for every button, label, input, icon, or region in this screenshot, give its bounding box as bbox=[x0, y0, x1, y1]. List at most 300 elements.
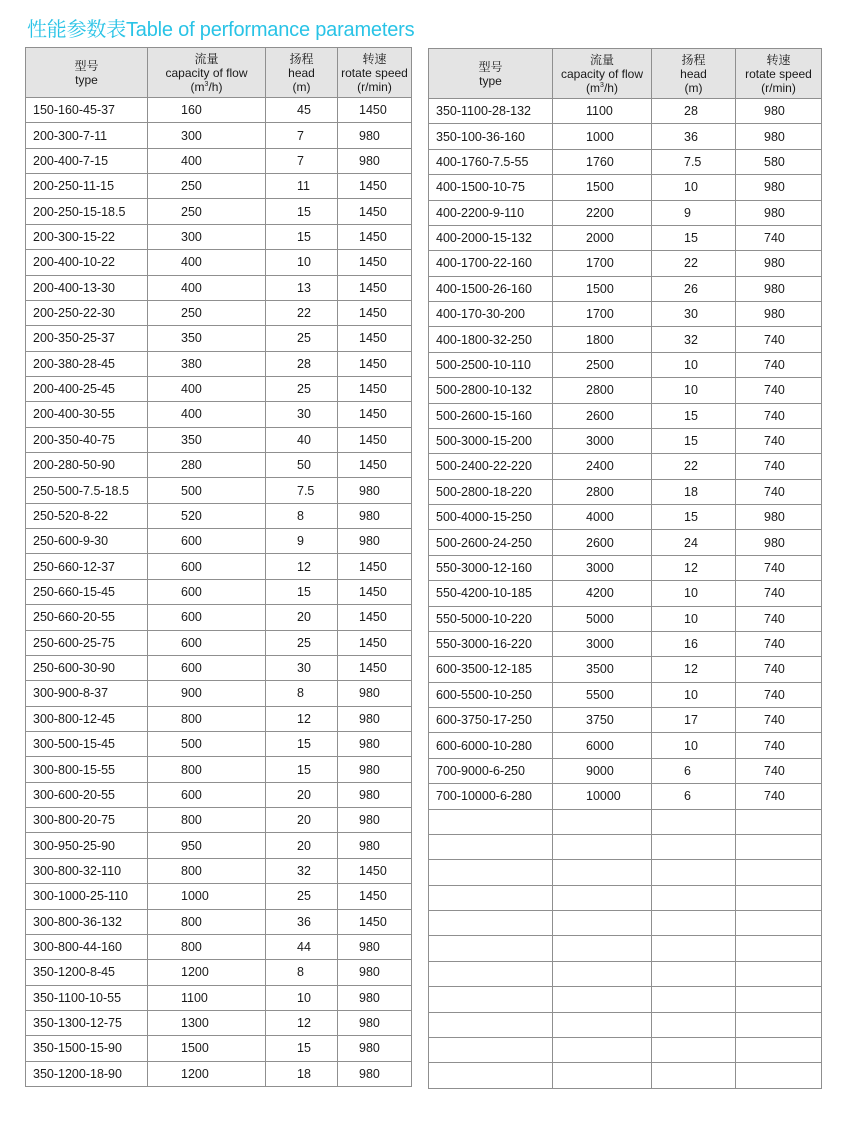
table-row bbox=[429, 631, 822, 656]
flow-cell: 400 bbox=[148, 275, 266, 300]
type-cell: 350-1100-10-55 bbox=[26, 985, 148, 1010]
head-cell: 25 bbox=[266, 884, 338, 909]
table-row bbox=[26, 427, 412, 452]
speed-cell: 1450 bbox=[338, 250, 412, 275]
head-cell: 32 bbox=[266, 858, 338, 883]
table-row bbox=[26, 275, 412, 300]
speed-cell: 980 bbox=[736, 276, 822, 301]
head-cell: 10 bbox=[652, 352, 736, 377]
flow-cell: 4000 bbox=[553, 505, 652, 530]
head-cell: 10 bbox=[652, 606, 736, 631]
table-row bbox=[429, 1037, 822, 1062]
head-cell: 7.5 bbox=[652, 149, 736, 174]
table-row bbox=[429, 657, 822, 682]
head-cell bbox=[652, 961, 736, 986]
head-cell: 25 bbox=[266, 326, 338, 351]
table-row bbox=[429, 581, 822, 606]
head-header-en: head bbox=[680, 66, 707, 81]
flow-cell: 800 bbox=[148, 858, 266, 883]
type-cell: 550-3000-16-220 bbox=[429, 631, 553, 656]
type-cell bbox=[429, 961, 553, 986]
flow-cell bbox=[553, 961, 652, 986]
head-header-cn: 扬程 bbox=[681, 52, 706, 67]
flow-cell: 3500 bbox=[553, 657, 652, 682]
flow-cell: 1300 bbox=[148, 1010, 266, 1035]
speed-cell: 1450 bbox=[338, 174, 412, 199]
table-row bbox=[429, 758, 822, 783]
type-cell: 200-280-50-90 bbox=[26, 453, 148, 478]
speed-cell: 980 bbox=[736, 175, 822, 200]
table-row bbox=[26, 630, 412, 655]
head-cell: 26 bbox=[652, 276, 736, 301]
speed-cell: 740 bbox=[736, 581, 822, 606]
flow-cell: 1200 bbox=[148, 960, 266, 985]
flow-cell: 3750 bbox=[553, 708, 652, 733]
type-cell: 300-800-36-132 bbox=[26, 909, 148, 934]
table-row bbox=[429, 530, 822, 555]
type-cell: 200-400-30-55 bbox=[26, 402, 148, 427]
speed-header bbox=[736, 49, 822, 99]
head-cell: 12 bbox=[266, 1010, 338, 1035]
head-cell bbox=[652, 987, 736, 1012]
type-cell: 250-660-15-45 bbox=[26, 579, 148, 604]
flow-cell: 380 bbox=[148, 351, 266, 376]
type-cell: 200-400-25-45 bbox=[26, 376, 148, 401]
table-row bbox=[26, 199, 412, 224]
speed-cell: 580 bbox=[736, 149, 822, 174]
speed-cell bbox=[736, 911, 822, 936]
table-row bbox=[26, 1061, 412, 1086]
flow-cell: 250 bbox=[148, 174, 266, 199]
flow-cell bbox=[553, 834, 652, 859]
head-cell: 36 bbox=[652, 124, 736, 149]
type-cell: 200-350-40-75 bbox=[26, 427, 148, 452]
head-cell: 22 bbox=[652, 251, 736, 276]
type-cell: 400-1700-22-160 bbox=[429, 251, 553, 276]
head-cell: 30 bbox=[266, 655, 338, 680]
head-cell: 30 bbox=[266, 402, 338, 427]
type-cell bbox=[429, 834, 553, 859]
flow-cell bbox=[553, 987, 652, 1012]
type-cell: 400-2000-15-132 bbox=[429, 225, 553, 250]
type-cell: 500-2500-10-110 bbox=[429, 352, 553, 377]
table-row bbox=[26, 326, 412, 351]
speed-cell: 740 bbox=[736, 555, 822, 580]
table-row bbox=[26, 985, 412, 1010]
flow-cell: 1000 bbox=[148, 884, 266, 909]
flow-cell: 1500 bbox=[148, 1036, 266, 1061]
flow-cell: 800 bbox=[148, 909, 266, 934]
flow-header-en: capacity of flow bbox=[165, 65, 248, 80]
flow-header-cn: 流量 bbox=[194, 51, 219, 66]
flow-cell: 1500 bbox=[553, 175, 652, 200]
speed-cell bbox=[736, 936, 822, 961]
flow-cell: 2500 bbox=[553, 352, 652, 377]
flow-cell: 160 bbox=[148, 98, 266, 123]
table-row bbox=[26, 478, 412, 503]
speed-cell: 980 bbox=[338, 782, 412, 807]
type-cell: 500-2800-18-220 bbox=[429, 479, 553, 504]
head-cell: 10 bbox=[652, 581, 736, 606]
flow-cell: 400 bbox=[148, 148, 266, 173]
head-cell: 24 bbox=[652, 530, 736, 555]
speed-cell: 980 bbox=[736, 505, 822, 530]
speed-cell: 980 bbox=[338, 1010, 412, 1035]
type-cell: 400-1500-10-75 bbox=[429, 175, 553, 200]
type-cell: 600-3750-17-250 bbox=[429, 708, 553, 733]
speed-cell: 980 bbox=[338, 934, 412, 959]
type-cell: 300-950-25-90 bbox=[26, 833, 148, 858]
type-cell: 500-2800-10-132 bbox=[429, 378, 553, 403]
head-cell: 15 bbox=[652, 225, 736, 250]
type-cell: 300-600-20-55 bbox=[26, 782, 148, 807]
table-row bbox=[26, 934, 412, 959]
flow-cell bbox=[553, 1012, 652, 1037]
table-row bbox=[26, 300, 412, 325]
type-cell: 300-800-32-110 bbox=[26, 858, 148, 883]
speed-cell: 980 bbox=[736, 302, 822, 327]
type-cell: 300-500-15-45 bbox=[26, 731, 148, 756]
type-cell: 250-600-30-90 bbox=[26, 655, 148, 680]
speed-header-unit: (r/min) bbox=[761, 80, 796, 95]
head-cell: 8 bbox=[266, 503, 338, 528]
type-cell: 300-800-12-45 bbox=[26, 706, 148, 731]
speed-cell: 980 bbox=[338, 706, 412, 731]
type-cell: 200-250-11-15 bbox=[26, 174, 148, 199]
type-header bbox=[26, 48, 148, 98]
speed-cell: 980 bbox=[736, 200, 822, 225]
type-cell: 550-5000-10-220 bbox=[429, 606, 553, 631]
type-cell: 150-160-45-37 bbox=[26, 98, 148, 123]
type-cell: 300-800-15-55 bbox=[26, 757, 148, 782]
table-row bbox=[26, 148, 412, 173]
flow-cell: 800 bbox=[148, 934, 266, 959]
head-cell bbox=[652, 809, 736, 834]
table-row bbox=[429, 251, 822, 276]
speed-header-cn: 转速 bbox=[362, 51, 387, 66]
head-cell: 10 bbox=[652, 175, 736, 200]
table-row bbox=[26, 376, 412, 401]
flow-cell: 250 bbox=[148, 300, 266, 325]
flow-cell: 3000 bbox=[553, 555, 652, 580]
speed-cell: 980 bbox=[736, 251, 822, 276]
flow-cell bbox=[553, 936, 652, 961]
flow-cell: 3000 bbox=[553, 428, 652, 453]
head-header bbox=[266, 48, 338, 98]
head-cell: 20 bbox=[266, 808, 338, 833]
speed-cell bbox=[736, 885, 822, 910]
head-cell: 40 bbox=[266, 427, 338, 452]
table-row bbox=[429, 809, 822, 834]
flow-cell: 400 bbox=[148, 250, 266, 275]
table-row bbox=[429, 911, 822, 936]
head-cell: 28 bbox=[266, 351, 338, 376]
performance-table-right bbox=[428, 48, 822, 1089]
flow-cell: 300 bbox=[148, 123, 266, 148]
table-row bbox=[429, 124, 822, 149]
head-cell: 9 bbox=[266, 529, 338, 554]
flow-cell bbox=[553, 1037, 652, 1062]
speed-cell: 980 bbox=[338, 731, 412, 756]
speed-cell: 1450 bbox=[338, 605, 412, 630]
type-header-en: type bbox=[479, 73, 502, 88]
table-header-row bbox=[26, 48, 412, 98]
speed-header-en: rotate speed bbox=[745, 66, 812, 81]
type-cell: 300-1000-25-110 bbox=[26, 884, 148, 909]
type-cell: 200-300-15-22 bbox=[26, 224, 148, 249]
head-cell: 12 bbox=[266, 706, 338, 731]
type-cell bbox=[429, 936, 553, 961]
type-cell bbox=[429, 987, 553, 1012]
flow-cell: 400 bbox=[148, 402, 266, 427]
table-row bbox=[26, 351, 412, 376]
speed-cell: 740 bbox=[736, 352, 822, 377]
head-cell: 30 bbox=[652, 302, 736, 327]
type-cell bbox=[429, 885, 553, 910]
speed-cell: 740 bbox=[736, 479, 822, 504]
speed-cell: 1450 bbox=[338, 579, 412, 604]
head-cell: 32 bbox=[652, 327, 736, 352]
type-cell: 250-600-25-75 bbox=[26, 630, 148, 655]
flow-cell: 400 bbox=[148, 376, 266, 401]
head-cell: 44 bbox=[266, 934, 338, 959]
head-header bbox=[652, 49, 736, 99]
flow-cell: 800 bbox=[148, 757, 266, 782]
type-cell: 200-380-28-45 bbox=[26, 351, 148, 376]
head-cell: 15 bbox=[266, 224, 338, 249]
type-cell: 700-10000-6-280 bbox=[429, 784, 553, 809]
type-cell: 200-350-25-37 bbox=[26, 326, 148, 351]
table-row bbox=[26, 782, 412, 807]
table-row bbox=[26, 98, 412, 123]
flow-cell: 1100 bbox=[148, 985, 266, 1010]
flow-cell: 5500 bbox=[553, 682, 652, 707]
table-row bbox=[26, 554, 412, 579]
type-cell: 300-800-20-75 bbox=[26, 808, 148, 833]
speed-cell: 1450 bbox=[338, 402, 412, 427]
flow-cell: 600 bbox=[148, 605, 266, 630]
type-cell: 400-170-30-200 bbox=[429, 302, 553, 327]
head-cell: 6 bbox=[652, 784, 736, 809]
speed-header bbox=[338, 48, 412, 98]
speed-cell bbox=[736, 834, 822, 859]
table-row bbox=[26, 503, 412, 528]
type-cell: 200-250-15-18.5 bbox=[26, 199, 148, 224]
table-row bbox=[429, 961, 822, 986]
speed-cell: 740 bbox=[736, 784, 822, 809]
head-cell: 15 bbox=[266, 1036, 338, 1061]
table-row bbox=[26, 605, 412, 630]
flow-cell: 600 bbox=[148, 529, 266, 554]
flow-cell: 350 bbox=[148, 326, 266, 351]
type-cell: 400-1760-7.5-55 bbox=[429, 149, 553, 174]
head-cell: 22 bbox=[652, 454, 736, 479]
speed-cell: 1450 bbox=[338, 351, 412, 376]
type-cell: 250-500-7.5-18.5 bbox=[26, 478, 148, 503]
head-cell: 20 bbox=[266, 833, 338, 858]
flow-cell: 1800 bbox=[553, 327, 652, 352]
flow-cell bbox=[553, 809, 652, 834]
table-row bbox=[429, 403, 822, 428]
speed-cell: 1450 bbox=[338, 655, 412, 680]
table-row bbox=[429, 1012, 822, 1037]
speed-cell: 1450 bbox=[338, 427, 412, 452]
speed-cell: 740 bbox=[736, 378, 822, 403]
table-row bbox=[26, 402, 412, 427]
head-cell: 10 bbox=[652, 682, 736, 707]
speed-cell: 1450 bbox=[338, 300, 412, 325]
table-row bbox=[26, 808, 412, 833]
speed-cell: 740 bbox=[736, 758, 822, 783]
table-row bbox=[429, 1063, 822, 1088]
flow-cell: 800 bbox=[148, 808, 266, 833]
flow-cell: 1100 bbox=[553, 99, 652, 124]
flow-header-en: capacity of flow bbox=[560, 66, 644, 81]
head-cell: 15 bbox=[652, 403, 736, 428]
table-row bbox=[26, 224, 412, 249]
speed-cell bbox=[736, 1037, 822, 1062]
head-cell: 12 bbox=[652, 657, 736, 682]
speed-cell: 740 bbox=[736, 454, 822, 479]
type-header-cn: 型号 bbox=[478, 59, 503, 74]
head-cell: 18 bbox=[652, 479, 736, 504]
table-row bbox=[429, 885, 822, 910]
table-row bbox=[26, 960, 412, 985]
flow-cell bbox=[553, 885, 652, 910]
speed-cell: 1450 bbox=[338, 630, 412, 655]
speed-cell: 1450 bbox=[338, 453, 412, 478]
speed-cell bbox=[736, 987, 822, 1012]
flow-header bbox=[148, 48, 266, 98]
table-row bbox=[429, 860, 822, 885]
flow-cell bbox=[553, 860, 652, 885]
flow-cell: 1700 bbox=[553, 251, 652, 276]
flow-cell: 500 bbox=[148, 478, 266, 503]
speed-cell: 740 bbox=[736, 657, 822, 682]
speed-cell: 740 bbox=[736, 606, 822, 631]
head-cell: 12 bbox=[266, 554, 338, 579]
head-cell: 45 bbox=[266, 98, 338, 123]
flow-cell: 2200 bbox=[553, 200, 652, 225]
flow-header-cn: 流量 bbox=[589, 52, 614, 67]
type-cell: 350-1300-12-75 bbox=[26, 1010, 148, 1035]
speed-header-unit: (r/min) bbox=[357, 79, 392, 94]
type-cell: 200-250-22-30 bbox=[26, 300, 148, 325]
speed-cell bbox=[736, 961, 822, 986]
type-cell: 200-400-10-22 bbox=[26, 250, 148, 275]
table-row bbox=[429, 936, 822, 961]
speed-cell: 740 bbox=[736, 682, 822, 707]
type-cell: 350-100-36-160 bbox=[429, 124, 553, 149]
type-cell: 250-660-12-37 bbox=[26, 554, 148, 579]
speed-cell: 980 bbox=[338, 478, 412, 503]
table-row bbox=[429, 352, 822, 377]
table-row bbox=[429, 302, 822, 327]
type-cell: 550-4200-10-185 bbox=[429, 581, 553, 606]
flow-cell bbox=[553, 1063, 652, 1088]
table-row bbox=[26, 1010, 412, 1035]
table-row bbox=[26, 884, 412, 909]
speed-cell: 1450 bbox=[338, 909, 412, 934]
table-row bbox=[26, 123, 412, 148]
table-row bbox=[26, 1036, 412, 1061]
head-cell: 50 bbox=[266, 453, 338, 478]
type-cell: 400-1800-32-250 bbox=[429, 327, 553, 352]
type-cell: 250-660-20-55 bbox=[26, 605, 148, 630]
table-row bbox=[429, 200, 822, 225]
table-row bbox=[26, 655, 412, 680]
table-header-row bbox=[429, 49, 822, 99]
flow-cell bbox=[553, 911, 652, 936]
table-row bbox=[429, 149, 822, 174]
flow-cell: 2800 bbox=[553, 479, 652, 504]
speed-cell: 740 bbox=[736, 225, 822, 250]
table-row bbox=[429, 682, 822, 707]
type-cell bbox=[429, 1037, 553, 1062]
head-cell: 18 bbox=[266, 1061, 338, 1086]
head-cell: 10 bbox=[652, 378, 736, 403]
table-row bbox=[429, 784, 822, 809]
head-cell: 20 bbox=[266, 605, 338, 630]
page-title: 性能参数表Table of performance parameters bbox=[27, 19, 415, 41]
flow-cell: 5000 bbox=[553, 606, 652, 631]
speed-cell: 980 bbox=[338, 985, 412, 1010]
head-cell bbox=[652, 860, 736, 885]
flow-cell: 3000 bbox=[553, 631, 652, 656]
flow-cell: 280 bbox=[148, 453, 266, 478]
head-cell: 9 bbox=[652, 200, 736, 225]
speed-cell: 1450 bbox=[338, 275, 412, 300]
head-cell: 8 bbox=[266, 960, 338, 985]
table-row bbox=[429, 276, 822, 301]
type-cell: 400-2200-9-110 bbox=[429, 200, 553, 225]
speed-cell: 980 bbox=[338, 681, 412, 706]
flow-cell: 600 bbox=[148, 655, 266, 680]
type-cell: 500-2400-22-220 bbox=[429, 454, 553, 479]
table-row bbox=[26, 250, 412, 275]
flow-cell: 900 bbox=[148, 681, 266, 706]
head-cell: 10 bbox=[652, 733, 736, 758]
flow-cell: 2600 bbox=[553, 530, 652, 555]
flow-cell: 1760 bbox=[553, 149, 652, 174]
speed-cell: 1450 bbox=[338, 884, 412, 909]
head-header-en: head bbox=[288, 65, 315, 80]
speed-cell: 980 bbox=[338, 1061, 412, 1086]
type-cell: 550-3000-12-160 bbox=[429, 555, 553, 580]
speed-cell: 980 bbox=[338, 960, 412, 985]
flow-cell: 1000 bbox=[553, 124, 652, 149]
speed-cell: 980 bbox=[736, 124, 822, 149]
table-row bbox=[26, 453, 412, 478]
head-cell: 15 bbox=[652, 505, 736, 530]
flow-cell: 4200 bbox=[553, 581, 652, 606]
head-cell: 36 bbox=[266, 909, 338, 934]
head-cell: 6 bbox=[652, 758, 736, 783]
type-cell bbox=[429, 1063, 553, 1088]
flow-cell: 600 bbox=[148, 579, 266, 604]
table-row bbox=[26, 174, 412, 199]
head-cell bbox=[652, 911, 736, 936]
type-cell bbox=[429, 860, 553, 885]
type-cell bbox=[429, 809, 553, 834]
speed-cell: 740 bbox=[736, 631, 822, 656]
speed-cell: 740 bbox=[736, 327, 822, 352]
table-row bbox=[26, 731, 412, 756]
head-cell: 10 bbox=[266, 250, 338, 275]
speed-cell: 980 bbox=[338, 148, 412, 173]
head-cell: 11 bbox=[266, 174, 338, 199]
type-cell: 200-300-7-11 bbox=[26, 123, 148, 148]
